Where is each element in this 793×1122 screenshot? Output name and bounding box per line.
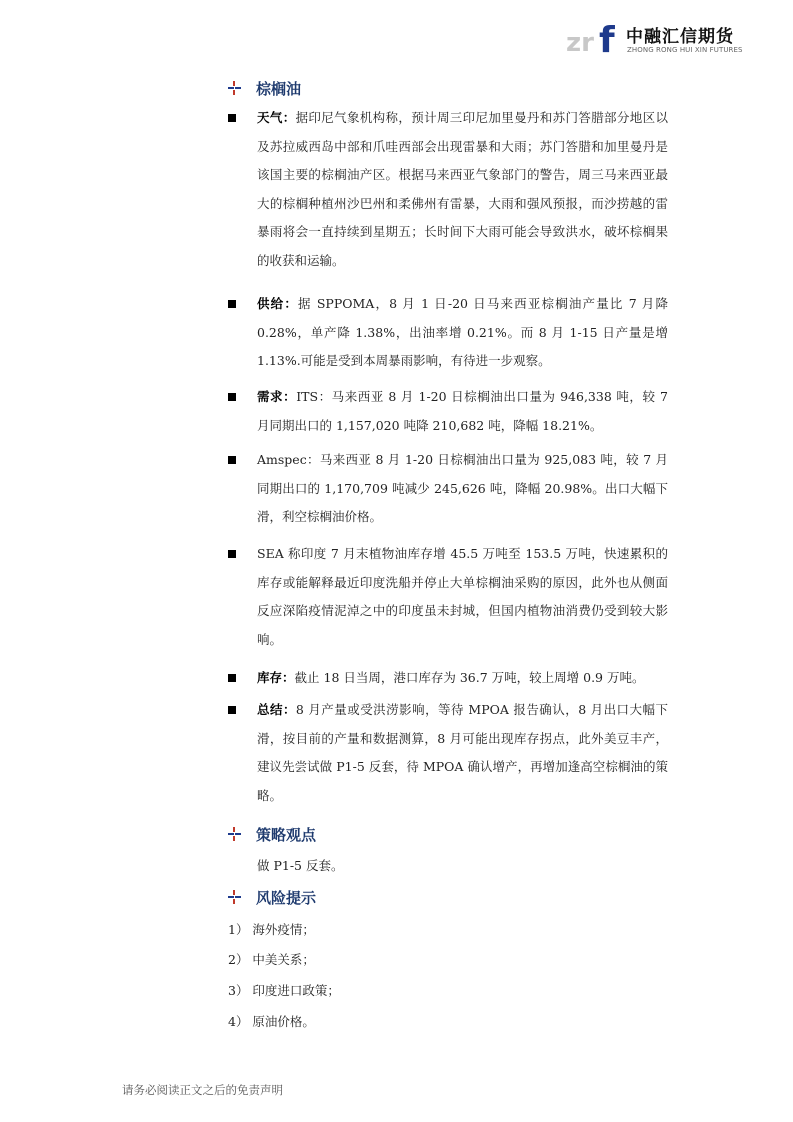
- bullet-label: 天气：: [257, 110, 296, 125]
- bullet-label: 库存：: [257, 670, 295, 685]
- bullet-sea: [228, 540, 668, 654]
- company-logo: [566, 18, 776, 60]
- bullet-text: 据 SPPOMA，8 月 1 日-20 日马来西亚棕榈油产量比 7 月降 0.28%，单产降 1.38%，出油率增 0.21%。而 8 月 1-15 日产量是增 1.13%.可能是受到本周暴雨影响，有待进一步观察。: [257, 296, 668, 368]
- bullet-label: 总结：: [257, 702, 296, 717]
- arrow-bullet-icon: [228, 827, 242, 841]
- bullet-text: 8 月产量或受洪涝影响，等待 MPOA 报告确认，8 月出口大幅下滑，按目前的产量和数据测算，8 月可能出现库存拐点，此外美豆丰产，建议先尝试做 P1-5 反套，待 MPOA 确认增产，再增加逢高空棕榈油的策略。: [257, 702, 668, 803]
- risk-item: 1） 海外疫情；: [228, 922, 315, 937]
- bullet-inventory: [228, 664, 668, 693]
- risk-item: 3） 印度进口政策；: [228, 983, 340, 998]
- bullet-text: Amspec：马来西亚 8 月 1-20 日棕榈油出口量为 925,083 吨，较 7 月同期出口的 1,170,709 吨减少 245,626 吨，降幅 20.98%。出口大幅下滑，利空棕榈油价格。: [257, 452, 668, 524]
- section-palm-oil: [228, 76, 301, 100]
- square-bullet-icon: [228, 674, 236, 682]
- square-bullet-icon: [228, 300, 236, 308]
- section-title: 棕榈油: [256, 79, 302, 98]
- section-strategy: [228, 822, 316, 846]
- zrf-logo-mark: [566, 18, 622, 58]
- arrow-bullet-icon: [228, 890, 242, 904]
- bullet-text: ITS：马来西亚 8 月 1-20 日棕榈油出口量为 946,338 吨，较 7 月同期出口的 1,157,020 吨降 210,682 吨，降幅 18.21%。: [257, 389, 668, 433]
- strategy-text: 做 P1-5 反套。: [257, 858, 344, 873]
- square-bullet-icon: [228, 706, 236, 714]
- bullet-text: SEA 称印度 7 月末植物油库存增 45.5 万吨至 153.5 万吨，快速累积的库存或能解释最近印度洗船并停止大单棕榈油采购的原因，此外也从侧面反应深陷疫情泥淖之中的印度虽未封城，但国内植物油消费仍受到较大影响。: [257, 546, 668, 647]
- company-name-cn: 中融汇信期货: [626, 27, 734, 47]
- square-bullet-icon: [228, 393, 236, 401]
- bullet-supply: [228, 290, 668, 376]
- square-bullet-icon: [228, 114, 236, 122]
- bullet-label: 供给：: [257, 296, 299, 311]
- bullet-amspec: [228, 446, 668, 532]
- section-risk: [228, 885, 316, 909]
- bullet-label: 需求：: [257, 389, 297, 404]
- section-title: 风险提示: [256, 888, 317, 907]
- company-name-en: ZHONG RONG HUI XIN FUTURES: [627, 46, 743, 54]
- bullet-weather: [228, 104, 668, 275]
- square-bullet-icon: [228, 456, 236, 464]
- bullet-summary: [228, 696, 668, 810]
- disclaimer-footer: 请务必阅读正文之后的免责声明: [122, 1083, 283, 1097]
- section-title: 策略观点: [256, 825, 317, 844]
- bullet-text: 截止 18 日当周，港口库存为 36.7 万吨，较上周增 0.9 万吨。: [294, 670, 645, 685]
- arrow-bullet-icon: [228, 81, 242, 95]
- square-bullet-icon: [228, 550, 236, 558]
- bullet-demand: [228, 383, 668, 440]
- risk-item: 4） 原油价格。: [228, 1014, 315, 1029]
- risk-item: 2） 中美关系；: [228, 952, 315, 967]
- svg-text:f: f: [599, 20, 615, 58]
- svg-text:zr: zr: [566, 28, 594, 58]
- bullet-text: 据印尼气象机构称，预计周三印尼加里曼丹和苏门答腊部分地区以及苏拉威西岛中部和爪哇西部会出现雷暴和大雨；苏门答腊和加里曼丹是该国主要的棕榈油产区。根据马来西亚气象部门的警告，周三马来西亚最大的棕榈种植州沙巴州和柔佛州有雷暴，大雨和强风预报，而沙捞越的雷暴雨将会一直持续到星期五；长时间下大雨可能会导致洪水，破坏棕榈果的收获和运输。: [257, 110, 668, 268]
